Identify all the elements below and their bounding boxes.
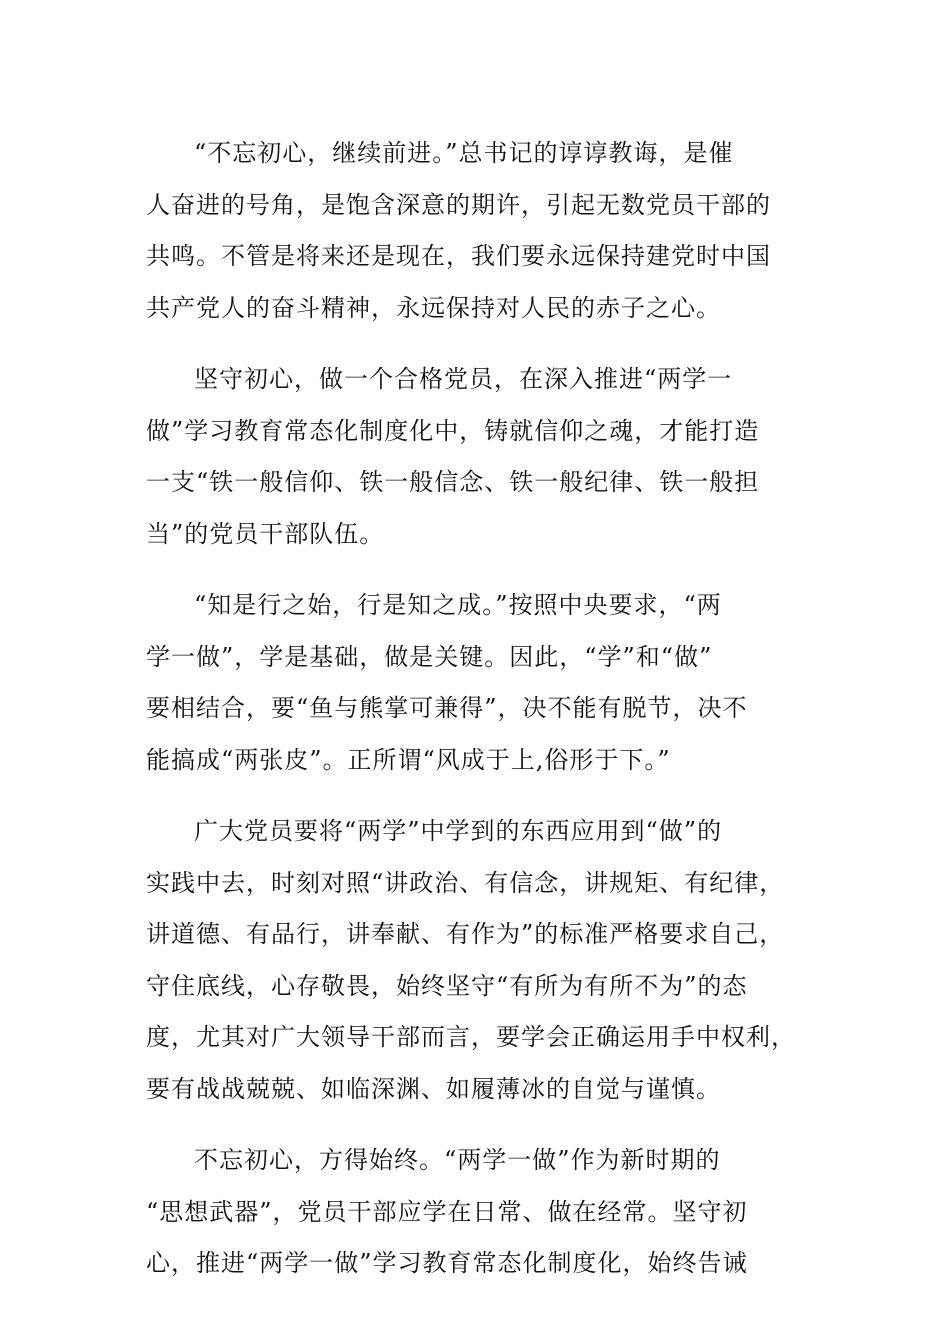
text-line: 共鸣。不管是将来还是现在，我们要永远保持建党时中国 [146,242,771,270]
paragraph-2 [146,354,806,560]
document-body [146,128,806,1310]
paragraph-3 [146,580,806,786]
text-line: 不忘初心，方得始终。“两学一做”作为新时期的 [194,1146,721,1174]
text-line: 做”学习教育常态化制度化中，铸就信仰之魂，才能打造 [146,416,760,445]
text-line: 能搞成“两张皮”。正所谓“风成于上,俗形于下。” [146,745,671,774]
text-line: 实践中去，时刻对照“讲政治、有信念，讲规矩、有纪律， [146,868,785,897]
text-line: 心，推进“两学一做”学习教育常态化制度化，始终告诫 [146,1249,748,1277]
text-line: 要有战战兢兢、如临深渊、如履薄冰的自觉与谨慎。 [146,1074,721,1103]
text-line: 度，尤其对广大领导干部而言，要学会正确运用手中权利， [146,1023,796,1051]
text-line: 共产党人的奋斗精神，永远保持对人民的赤子之心。 [146,293,721,322]
text-line: “不忘初心，继续前进。”总书记的谆谆教诲，是催 [194,139,734,167]
text-line: 坚守初心，做一个合格党员，在深入推进“两学一 [194,365,733,393]
paragraph-1 [146,128,806,334]
text-line: 当”的党员干部队伍。 [146,519,385,548]
paragraph-5 [146,1135,806,1290]
text-line: 一支“铁一般信仰、铁一般信念、铁一般纪律、铁一般担 [146,468,760,496]
text-line: 讲道德、有品行，讲奉献、有作为”的标准严格要求自己， [146,920,785,948]
text-line: “知是行之始，行是知之成。”按照中央要求，“两 [194,591,722,619]
text-line: 守住底线，心存敬畏，始终坚守“有所为有所不为”的态 [146,971,748,1000]
text-line: 学一做”，学是基础，做是关键。因此，“学”和“做” [146,642,713,671]
text-line: 要相结合，要“鱼与熊掌可兼得”，决不能有脱节，决不 [146,694,748,722]
text-line: 人奋进的号角，是饱含深意的期许，引起无数党员干部的 [146,190,771,219]
text-line: 广大党员要将“两学”中学到的东西应用到“做”的 [194,817,723,845]
paragraph-4 [146,806,806,1115]
text-line: “思想武器”，党员干部应学在日常、做在经常。坚守初 [146,1197,748,1226]
